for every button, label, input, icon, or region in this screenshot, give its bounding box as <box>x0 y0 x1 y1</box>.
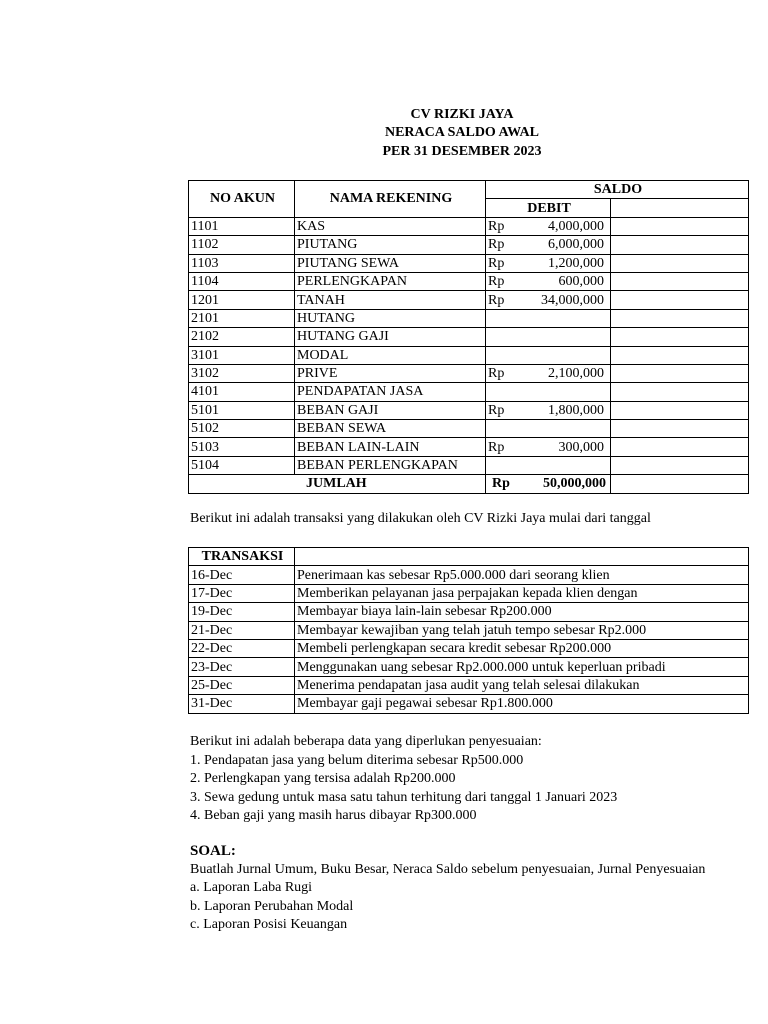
total-debit-cell <box>486 475 611 493</box>
account-name: KAS <box>295 217 486 235</box>
table-row <box>189 291 749 309</box>
table-row <box>189 272 749 290</box>
debit-amount: 6,000,000 <box>548 237 604 253</box>
account-number: 5102 <box>189 420 295 438</box>
table-row <box>189 328 749 346</box>
kredit-cell <box>611 217 749 235</box>
currency-label: Rp <box>488 255 505 271</box>
debit-amount: 34,000,000 <box>541 292 604 308</box>
col-transaksi: TRANSAKSI <box>189 548 295 566</box>
debit-cell <box>486 272 611 290</box>
debit-cell <box>486 254 611 272</box>
transaction-date: 17-Dec <box>189 584 295 602</box>
account-number: 1103 <box>189 254 295 272</box>
soal-section <box>190 842 705 935</box>
table-row <box>189 346 749 364</box>
debit-cell <box>486 401 611 419</box>
table-row <box>189 566 749 584</box>
debit-amount: 1,200,000 <box>548 255 604 271</box>
account-number: 3101 <box>189 346 295 364</box>
account-number: 4101 <box>189 383 295 401</box>
transaction-intro: Berikut ini adalah transaksi yang dilakukan oleh CV Rizki Jaya mulai dari tanggal <box>190 511 651 526</box>
table-row <box>189 695 749 713</box>
account-name: HUTANG GAJI <box>295 328 486 346</box>
table-row <box>189 383 749 401</box>
table-row <box>189 254 749 272</box>
adjustment-item: 4. Beban gaji yang masih harus dibayar Rp300.000 <box>190 808 477 824</box>
transaction-description: Membeli perlengkapan secara kredit sebesar Rp200.000 <box>295 639 749 657</box>
adjustment-item: 1. Pendapatan jasa yang belum diterima sebesar Rp500.000 <box>190 752 524 768</box>
table-row <box>189 236 749 254</box>
account-name: BEBAN GAJI <box>295 401 486 419</box>
soal-title: SOAL: <box>190 843 236 859</box>
adjustment-item: 2. Perlengkapan yang tersisa adalah Rp200.000 <box>190 771 456 787</box>
account-number: 1201 <box>189 291 295 309</box>
kredit-cell <box>611 364 749 382</box>
account-number: 1101 <box>189 217 295 235</box>
transaction-description: Membayar kewajiban yang telah jatuh tempo sebesar Rp2.000 <box>295 621 749 639</box>
kredit-cell <box>611 456 749 474</box>
transaction-date: 21-Dec <box>189 621 295 639</box>
table-row <box>189 420 749 438</box>
kredit-cell <box>611 254 749 272</box>
total-debit: 50,000,000 <box>543 476 606 492</box>
adjustment-item: 3. Sewa gedung untuk masa satu tahun terhitung dari tanggal 1 Januari 2023 <box>190 789 618 805</box>
kredit-cell <box>611 309 749 327</box>
total-label: JUMLAH <box>189 475 486 493</box>
report-title: NERACA SALDO AWAL <box>384 125 540 140</box>
soal-item: c. Laporan Posisi Keuangan <box>190 917 348 933</box>
table-row <box>189 309 749 327</box>
account-name: PIUTANG <box>295 236 486 254</box>
currency-label: Rp <box>488 402 505 418</box>
debit-cell <box>486 456 611 474</box>
currency-label: Rp <box>488 218 505 234</box>
account-name: PIUTANG SEWA <box>295 254 486 272</box>
account-name: TANAH <box>295 291 486 309</box>
col-debit: DEBIT <box>486 199 611 217</box>
transaction-date: 23-Dec <box>189 658 295 676</box>
col-description <box>295 548 749 566</box>
debit-cell <box>486 291 611 309</box>
debit-cell <box>486 364 611 382</box>
table-row <box>189 658 749 676</box>
soal-item: a. Laporan Laba Rugi <box>190 880 313 896</box>
account-name: PRIVE <box>295 364 486 382</box>
account-number: 5103 <box>189 438 295 456</box>
soal-item: b. Laporan Perubahan Modal <box>190 898 354 914</box>
col-saldo: SALDO <box>486 181 749 199</box>
debit-cell <box>486 328 611 346</box>
account-name: BEBAN PERLENGKAPAN <box>295 456 486 474</box>
transaction-date: 31-Dec <box>189 695 295 713</box>
account-number: 3102 <box>189 364 295 382</box>
debit-amount: 300,000 <box>558 439 604 455</box>
currency-label: Rp <box>488 439 505 455</box>
account-name: BEBAN LAIN-LAIN <box>295 438 486 456</box>
account-name: BEBAN SEWA <box>295 420 486 438</box>
currency-label: Rp <box>488 366 505 382</box>
col-kredit <box>611 199 749 217</box>
account-number: 5101 <box>189 401 295 419</box>
transaction-date: 16-Dec <box>189 566 295 584</box>
balance-table <box>188 180 749 494</box>
transaction-description: Membayar biaya lain-lain sebesar Rp200.000 <box>295 603 749 621</box>
total-kredit-cell <box>611 475 749 493</box>
account-number: 1104 <box>189 272 295 290</box>
soal-text: Buatlah Jurnal Umum, Buku Besar, Neraca Saldo sebelum penyesuaian, Jurnal Penyesuaian <box>190 861 706 877</box>
transaction-description: Penerimaan kas sebesar Rp5.000.000 dari seorang klien <box>295 566 749 584</box>
adjustment-section <box>190 733 617 826</box>
table-row <box>189 676 749 694</box>
debit-amount: 4,000,000 <box>548 218 604 234</box>
currency-label: Rp <box>488 237 505 253</box>
debit-cell <box>486 236 611 254</box>
kredit-cell <box>611 401 749 419</box>
account-number: 5104 <box>189 456 295 474</box>
debit-amount: 600,000 <box>558 274 604 290</box>
currency-label: Rp <box>488 292 505 308</box>
table-row <box>189 621 749 639</box>
account-number: 1102 <box>189 236 295 254</box>
debit-cell <box>486 438 611 456</box>
debit-cell <box>486 346 611 364</box>
debit-cell <box>486 309 611 327</box>
account-name: PENDAPATAN JASA <box>295 383 486 401</box>
account-number: 2101 <box>189 309 295 327</box>
table-row <box>189 639 749 657</box>
table-row <box>189 438 749 456</box>
table-row <box>189 603 749 621</box>
transaction-description: Menggunakan uang sebesar Rp2.000.000 untuk keperluan pribadi <box>295 658 749 676</box>
currency-label: Rp <box>488 274 505 290</box>
kredit-cell <box>611 328 749 346</box>
table-row <box>189 456 749 474</box>
table-row <box>189 364 749 382</box>
kredit-cell <box>611 383 749 401</box>
account-name: MODAL <box>295 346 486 364</box>
debit-amount: 2,100,000 <box>548 366 604 382</box>
debit-amount: 1,800,000 <box>548 402 604 418</box>
transaction-description: Membayar gaji pegawai sebesar Rp1.800.000 <box>295 695 749 713</box>
kredit-cell <box>611 236 749 254</box>
transaction-date: 22-Dec <box>189 639 295 657</box>
report-date: PER 31 DESEMBER 2023 <box>382 144 542 159</box>
kredit-cell <box>611 438 749 456</box>
adjustment-intro: Berikut ini adalah beberapa data yang diperlukan penyesuaian: <box>190 734 542 749</box>
account-name: HUTANG <box>295 309 486 327</box>
transaction-table <box>188 547 749 714</box>
kredit-cell <box>611 272 749 290</box>
col-nama-rekening: NAMA REKENING <box>295 181 486 218</box>
table-row <box>189 584 749 602</box>
transaction-description: Memberikan pelayanan jasa perpajakan kepada klien dengan <box>295 584 749 602</box>
transaction-date: 25-Dec <box>189 676 295 694</box>
total-rp: Rp <box>492 476 510 492</box>
debit-cell <box>486 420 611 438</box>
col-no-akun: NO AKUN <box>189 181 295 218</box>
transaction-description: Menerima pendapatan jasa audit yang telah selesai dilakukan <box>295 676 749 694</box>
account-number: 2102 <box>189 328 295 346</box>
transaction-date: 19-Dec <box>189 603 295 621</box>
table-row <box>189 217 749 235</box>
kredit-cell <box>611 420 749 438</box>
account-name: PERLENGKAPAN <box>295 272 486 290</box>
debit-cell <box>486 217 611 235</box>
table-row <box>189 401 749 419</box>
kredit-cell <box>611 346 749 364</box>
company-name: CV RIZKI JAYA <box>410 107 514 122</box>
debit-cell <box>486 383 611 401</box>
kredit-cell <box>611 291 749 309</box>
